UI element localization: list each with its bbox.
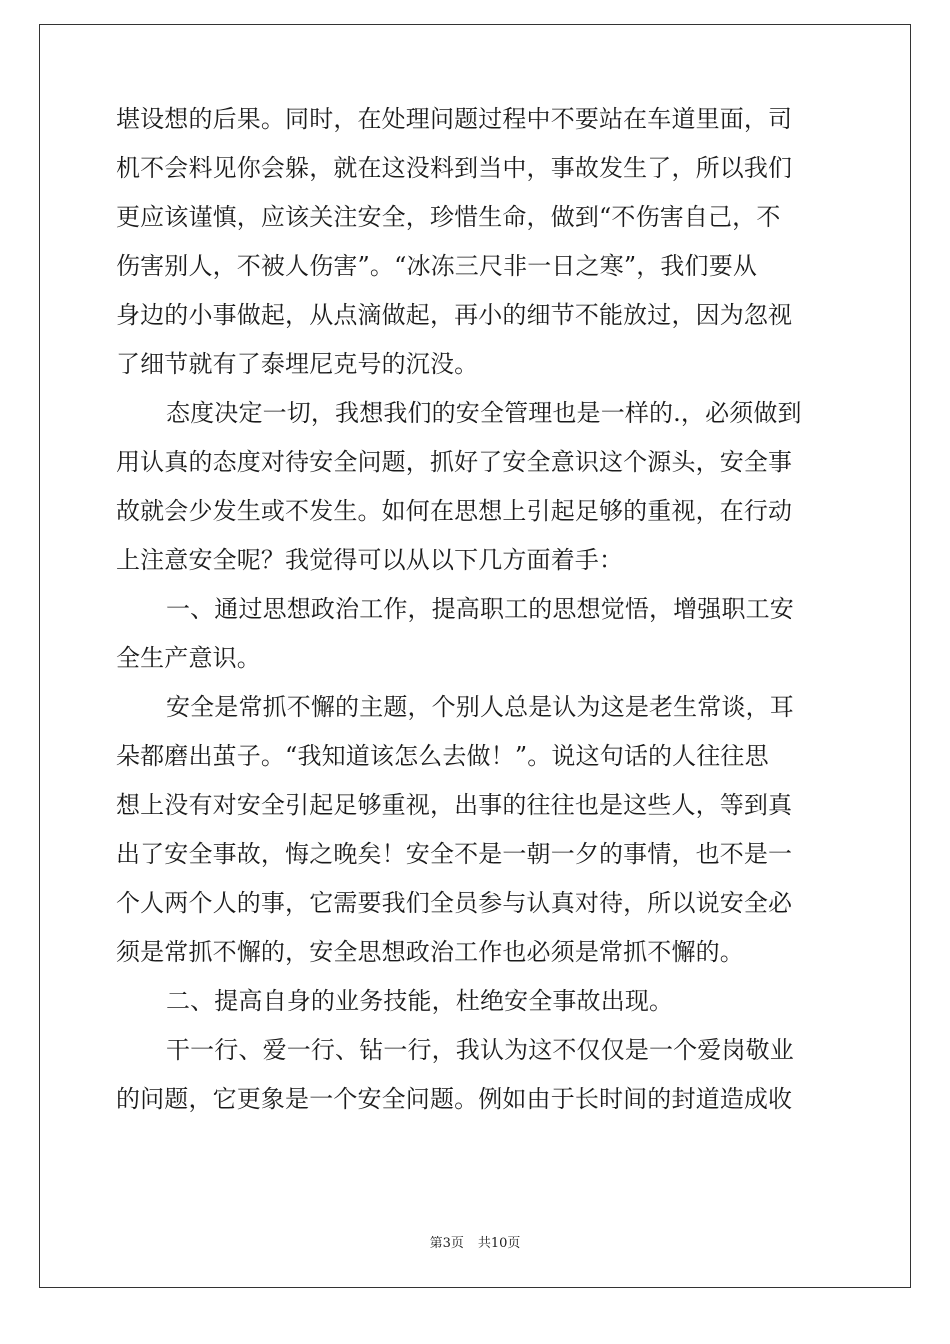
text-line: 干一行、爱一行、钻一行，我认为这不仅仅是一个爱岗敬业 xyxy=(166,1036,794,1064)
text-line: 更应该谨慎，应该关注安全，珍惜生命，做到“不伤害自己，不 xyxy=(116,203,781,231)
page-number-total: 共10页 xyxy=(477,1236,521,1251)
text-line: 全生产意识。 xyxy=(116,644,261,672)
page-footer xyxy=(0,1232,950,1251)
text-line: 一、通过思想政治工作，提高职工的思想觉悟，增强职工安 xyxy=(166,595,794,623)
text-line: 安全是常抓不懈的主题，个别人总是认为这是老生常谈，耳 xyxy=(166,693,794,721)
text-line: 了细节就有了泰埋尼克号的沉没。 xyxy=(116,350,479,378)
text-line: 须是常抓不懈的，安全思想政治工作也必须是常抓不懈的。 xyxy=(116,938,744,966)
text-line: 故就会少发生或不发生。如何在思想上引起足够的重视，在行动 xyxy=(116,497,793,525)
text-line: 机不会料见你会躲，就在这没料到当中，事故发生了，所以我们 xyxy=(116,154,793,182)
text-line: 的问题，它更象是一个安全问题。例如由于长时间的封道造成收 xyxy=(116,1085,793,1113)
text-line: 用认真的态度对待安全问题，抓好了安全意识这个源头，安全事 xyxy=(116,448,793,476)
text-line: 伤害别人，不被人伤害”。“冰冻三尺非一日之寒”，我们要从 xyxy=(116,252,758,280)
text-line: 上注意安全呢？我觉得可以从以下几方面着手： xyxy=(116,546,624,574)
text-line: 想上没有对安全引起足够重视，出事的往往也是这些人，等到真 xyxy=(116,791,793,819)
text-line: 身边的小事做起，从点滴做起，再小的细节不能放过，因为忽视 xyxy=(116,301,793,329)
text-line: 出了安全事故，悔之晚矣！安全不是一朝一夕的事情，也不是一 xyxy=(116,840,793,868)
page-number-current: 第3页 xyxy=(429,1236,464,1251)
text-line: 堪设想的后果。同时，在处理问题过程中不要站在车道里面，司 xyxy=(116,105,793,133)
text-line: 个人两个人的事，它需要我们全员参与认真对待，所以说安全必 xyxy=(116,889,793,917)
text-line: 态度决定一切，我想我们的安全管理也是一样的.，必须做到 xyxy=(166,399,802,427)
text-line: 朵都磨出茧子。“我知道该怎么去做！”。说这句话的人往往思 xyxy=(116,742,769,770)
document-body xyxy=(116,95,836,1124)
text-line: 二、提高自身的业务技能，杜绝安全事故出现。 xyxy=(166,987,674,1015)
